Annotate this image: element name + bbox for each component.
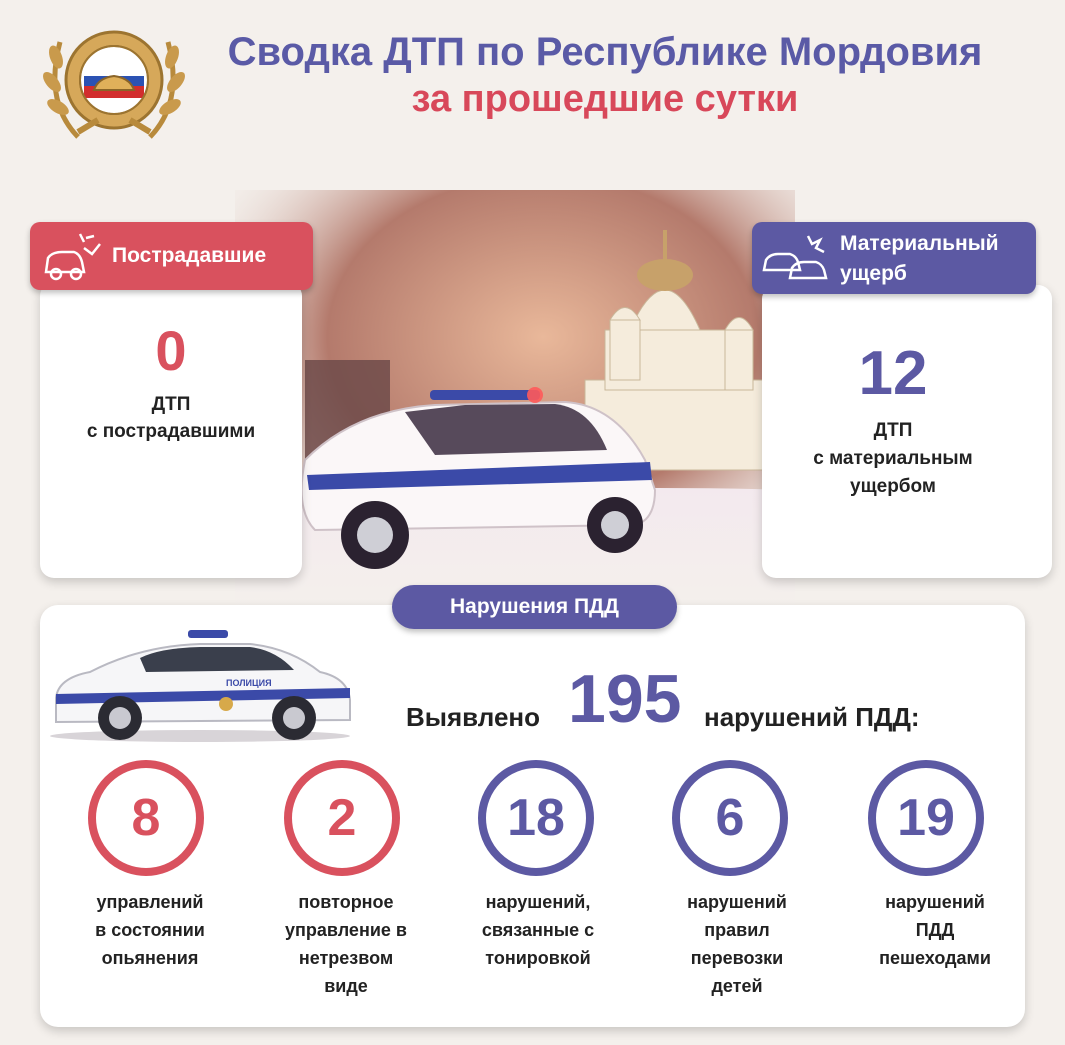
stat-label-line: связанные с xyxy=(481,920,595,940)
page-subtitle: за прошедшие сутки xyxy=(411,78,799,120)
stat-drunk-driving-value: 8 xyxy=(88,760,204,876)
stat-label-line: ПДД xyxy=(915,920,955,940)
damage-header-line1: Материальный xyxy=(840,232,999,255)
stat-label-line: нарушений xyxy=(885,892,985,912)
violations-total: 195 xyxy=(568,661,682,737)
victims-label-line2: с пострадавшими xyxy=(86,421,256,442)
stat-label-line: нарушений xyxy=(687,892,787,912)
cars-collision-icon xyxy=(760,230,830,286)
victims-header-label: Пострадавшие xyxy=(112,244,267,267)
violations-prefix: Выявлено xyxy=(406,702,541,732)
victims-label-line1: ДТП xyxy=(151,394,191,415)
damage-value: 12 xyxy=(858,339,928,408)
stat-label-line: повторное xyxy=(298,892,394,912)
stat-label-line: виде xyxy=(324,976,368,996)
victims-header xyxy=(30,222,313,290)
damage-label-line1: ДТП xyxy=(873,420,913,441)
victims-value: 0 xyxy=(155,319,187,382)
stat-drunk-driving-label xyxy=(75,888,225,972)
stat-pedestrians-value: 19 xyxy=(868,760,984,876)
page-title: Сводка ДТП по Республике Мордовия xyxy=(227,30,983,74)
stat-label-line: нарушений, xyxy=(485,892,591,912)
stat-repeat-drunk-value: 2 xyxy=(284,760,400,876)
stat-pedestrians-label xyxy=(860,888,1010,972)
violations-suffix: нарушений ПДД: xyxy=(704,702,920,732)
gibdd-emblem xyxy=(38,12,190,152)
stat-label-line: детей xyxy=(711,976,763,996)
stat-label-line: нетрезвом xyxy=(298,948,394,968)
stat-label-line: тонировкой xyxy=(485,948,591,968)
police-car-text: ПОЛИЦИЯ xyxy=(226,678,272,688)
stat-tinting-label xyxy=(463,888,613,972)
violations-header: Нарушения ПДД xyxy=(392,585,677,629)
stat-label-line: перевозки xyxy=(690,948,784,968)
stat-label-line: правил xyxy=(704,920,770,940)
stat-child-transport-label xyxy=(662,888,812,1000)
stat-tinting-value: 18 xyxy=(478,760,594,876)
stat-label-line: в состоянии xyxy=(95,920,205,940)
car-crash-icon xyxy=(40,228,106,284)
damage-header xyxy=(752,222,1036,294)
stat-label-line: управление в xyxy=(285,920,407,940)
stat-repeat-drunk-label xyxy=(271,888,421,1000)
stat-label-line: опьянения xyxy=(101,948,199,968)
damage-label-line3: ущербом xyxy=(850,476,936,497)
night-street-scene xyxy=(235,190,795,610)
stat-label-line: пешеходами xyxy=(879,948,991,968)
stat-label-line: управлений xyxy=(96,892,204,912)
violations-total-line xyxy=(406,660,1006,750)
damage-header-line2: ущерб xyxy=(840,262,907,285)
stat-child-transport-value: 6 xyxy=(672,760,788,876)
damage-label-line2: с материальным xyxy=(813,448,973,469)
police-car-illustration xyxy=(50,628,355,746)
